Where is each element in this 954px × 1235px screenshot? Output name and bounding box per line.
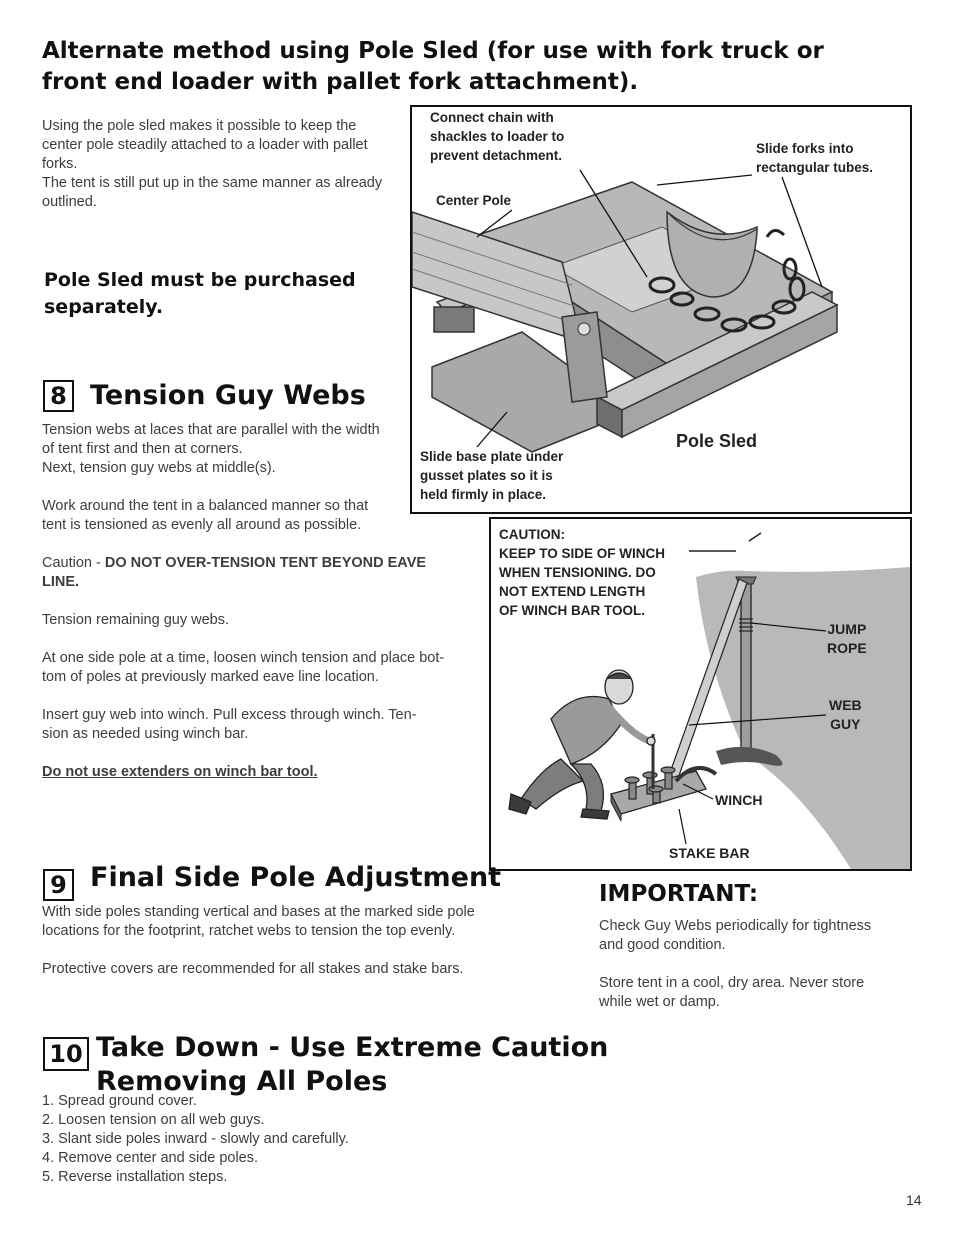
- body-line: sion as needed using winch bar.: [42, 726, 249, 742]
- section-10-title-line: Take Down - Use Extreme Caution: [96, 1032, 609, 1063]
- purchase-notice: [44, 267, 404, 321]
- intro-line: Using the pole sled makes it possible to keep the: [42, 118, 357, 134]
- caution-line: [42, 554, 482, 573]
- body-line: Protective covers are recommended for all stakes and stake bars.: [42, 961, 464, 977]
- label-stake-bar: STAKE BAR: [669, 845, 750, 861]
- caution-line: OF WINCH BAR TOOL.: [499, 603, 645, 618]
- body-line: tent is tensioned as evenly all around as possible.: [42, 517, 362, 533]
- intro-line: forks.: [42, 156, 78, 172]
- intro-text: [42, 117, 412, 212]
- important-heading: IMPORTANT:: [599, 881, 759, 907]
- section-8-title: Tension Guy Webs: [90, 380, 366, 411]
- section-10-title-line: Removing All Poles: [96, 1066, 388, 1097]
- body-line: while wet or damp.: [599, 994, 720, 1010]
- purchase-notice-line: Pole Sled must be purchased: [44, 269, 356, 291]
- callout-line: Slide base plate under: [420, 449, 564, 464]
- page-title-line-1: Alternate method using Pole Sled (for use with fork truck or: [42, 38, 824, 64]
- section-9-title: Final Side Pole Adjustment: [90, 862, 502, 893]
- body-line: Tension webs at laces that are parallel with the width: [42, 422, 380, 438]
- label-jump-rope: [827, 620, 867, 658]
- body-line: and good condition.: [599, 937, 726, 953]
- caution-line: KEEP TO SIDE OF WINCH: [499, 546, 666, 561]
- callout-line: prevent detachment.: [430, 148, 563, 163]
- body-line: At one side pole at a time, loosen winch tension and place bot-: [42, 650, 445, 666]
- body-line: tom of poles at previously marked eave line location.: [42, 669, 379, 685]
- body-line: Store tent in a cool, dry area. Never store: [599, 975, 865, 991]
- list-item: 3. Slant side poles inward - slowly and carefully.: [42, 1131, 349, 1147]
- list-item: 1. Spread ground cover.: [42, 1093, 197, 1109]
- caution-text: LINE.: [42, 574, 80, 590]
- callout-line: Connect chain with: [430, 110, 554, 125]
- take-down-steps: [42, 1092, 462, 1187]
- callout-line: held firmly in place.: [420, 487, 547, 502]
- caution-line: NOT EXTEND LENGTH: [499, 584, 646, 599]
- pole-sled-figure: [410, 105, 912, 514]
- step-number-9: 9: [43, 869, 74, 901]
- purchase-notice-line: separately.: [44, 296, 164, 318]
- label-line: ROPE: [827, 640, 867, 656]
- step-number-10: 10: [43, 1037, 89, 1071]
- section-8-body: [42, 421, 482, 782]
- important-body: [599, 917, 919, 1012]
- label-line: WEB: [829, 697, 862, 713]
- callout-line: Slide forks into: [756, 141, 854, 156]
- callout-forks: [756, 139, 873, 177]
- intro-line: The tent is still put up in the same manner as already: [42, 175, 383, 191]
- callout-line: shackles to loader to: [430, 129, 565, 144]
- section-9-body: [42, 903, 562, 979]
- intro-line: outlined.: [42, 194, 97, 210]
- body-line: Tension remaining guy webs.: [42, 612, 229, 628]
- caution-text: DO NOT OVER-TENSION TENT BEYOND EAVE: [104, 555, 427, 571]
- winch-caution-box: [493, 521, 689, 621]
- list-item: 4. Remove center and side poles.: [42, 1150, 259, 1166]
- intro-line: center pole steadily attached to a loader with pallet: [42, 137, 368, 153]
- body-line: locations for the footprint, ratchet webs to tension the top evenly.: [42, 923, 456, 939]
- section-10-title: [96, 1031, 608, 1099]
- body-line: Work around the tent in a balanced manner so that: [42, 498, 369, 514]
- caution-line: CAUTION:: [499, 527, 565, 542]
- list-item: 5. Reverse installation steps.: [42, 1169, 228, 1185]
- caution-line: WHEN TENSIONING. DO: [499, 565, 656, 580]
- body-line: Next, tension guy webs at middle(s).: [42, 460, 276, 476]
- page-title: [42, 36, 922, 98]
- body-line: With side poles standing vertical and bases at the marked side pole: [42, 904, 475, 920]
- body-line: Insert guy web into winch. Pull excess through winch. Ten-: [42, 707, 417, 723]
- label-winch: WINCH: [715, 792, 763, 808]
- label-web-guy: [829, 696, 862, 734]
- pole-sled-caption: Pole Sled: [676, 431, 758, 451]
- label-line: JUMP: [827, 621, 867, 637]
- callout-center-pole: Center Pole: [436, 193, 512, 208]
- extender-warning: Do not use extenders on winch bar tool.: [42, 764, 318, 780]
- callout-chain: [430, 108, 564, 165]
- winch-figure: [489, 517, 912, 871]
- page-number: 14: [906, 1192, 922, 1208]
- body-line: of tent first and then at corners.: [42, 441, 243, 457]
- label-line: GUY: [830, 716, 861, 732]
- body-line: Check Guy Webs periodically for tightness: [599, 918, 872, 934]
- callout-line: gusset plates so it is: [420, 468, 553, 483]
- callout-line: rectangular tubes.: [756, 160, 874, 175]
- caution-prefix: Caution -: [42, 555, 105, 571]
- page-title-line-2: front end loader with pallet fork attachment).: [42, 69, 639, 95]
- list-item: 2. Loosen tension on all web guys.: [42, 1112, 265, 1128]
- step-number-8: 8: [43, 380, 74, 412]
